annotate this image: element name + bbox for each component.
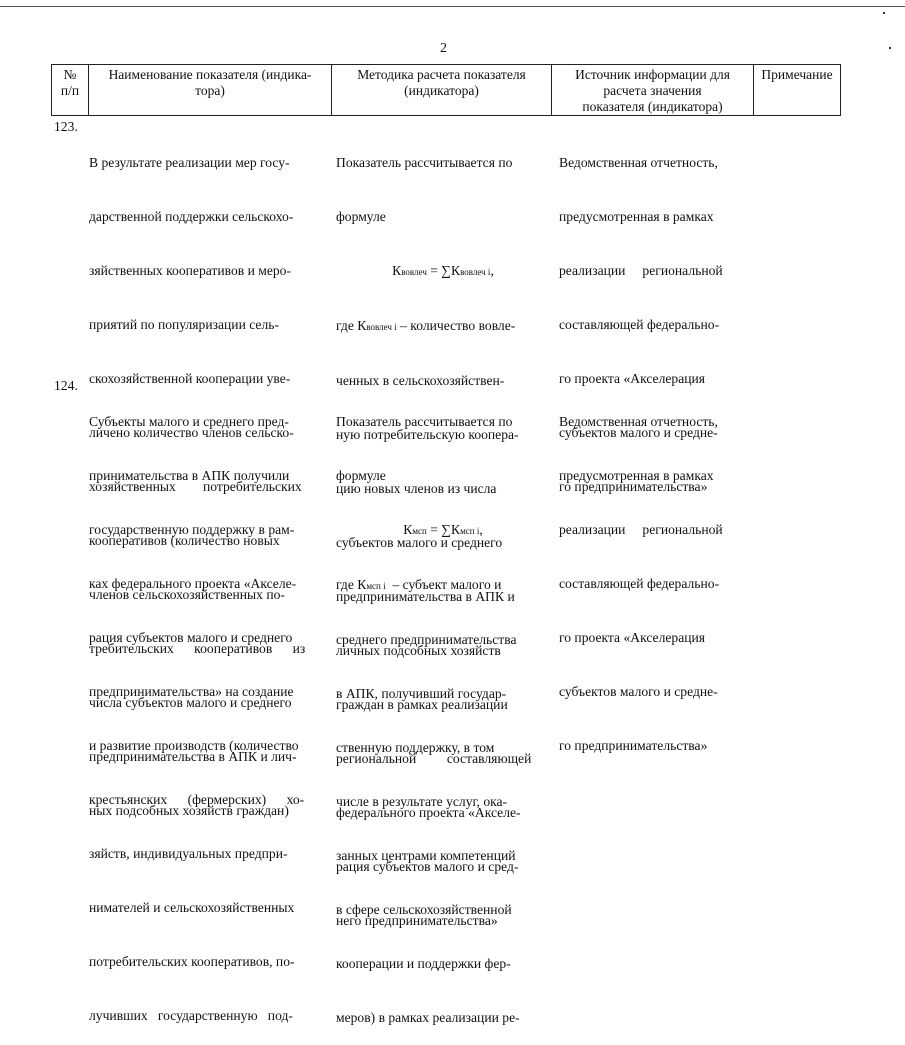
text-line: го проекта «Акселерация xyxy=(559,371,706,386)
header-text: (индикатора) xyxy=(404,83,479,98)
text-line: составляющей федерально- xyxy=(559,576,720,591)
formula-symbol: К xyxy=(392,263,402,278)
header-text: Примечание xyxy=(761,67,833,82)
row-number: 124. xyxy=(54,378,78,393)
text-span: – субъект малого и xyxy=(385,577,502,592)
header-col-method xyxy=(331,64,551,116)
text-line: числа субъектов малого и среднего xyxy=(89,695,292,710)
text-line: занных центрами компетенций xyxy=(336,848,516,863)
text-line: Показатель рассчитывается по xyxy=(336,155,513,170)
text-line: Ведомственная отчетность, xyxy=(559,414,718,429)
text-span: где К xyxy=(336,577,367,592)
formula-symbol: = ∑К xyxy=(426,522,461,537)
text-line: цию новых членов из числа xyxy=(336,481,497,496)
text-line: го предпринимательства» xyxy=(559,738,708,753)
formula-explanation xyxy=(336,317,550,336)
text-line: в АПК, получивший государ- xyxy=(336,686,507,701)
text-line: кооперативов (количество новых xyxy=(89,533,280,548)
text-line: ственную поддержку, в том xyxy=(336,740,495,755)
header-text: тора) xyxy=(195,83,225,98)
text-line: формуле xyxy=(336,209,386,224)
text-line: дарственной поддержки сельскохо- xyxy=(89,209,294,224)
text-line: ках федерального проекта «Акселе- xyxy=(89,576,297,591)
text-line: предусмотренная в рамках xyxy=(559,468,714,483)
text-line: членов сельскохозяйственных по- xyxy=(89,587,285,602)
text-line: числе в результате услуг, ока- xyxy=(336,794,508,809)
formula-subscript: мсп i xyxy=(366,581,386,591)
text-line: личных подсобных хозяйств xyxy=(336,643,501,658)
header-col-source xyxy=(551,64,753,116)
text-line: го предпринимательства» xyxy=(559,479,708,494)
formula-explanation xyxy=(336,576,550,595)
text-line: предпринимательства в АПК и лич- xyxy=(89,749,297,764)
text-line: реализации региональной xyxy=(559,522,723,537)
text-line: субъектов малого и среднего xyxy=(336,535,503,550)
text-line: зяйств, индивидуальных предпри- xyxy=(89,846,288,861)
formula xyxy=(336,262,550,281)
text-line: составляющей федерально- xyxy=(559,317,720,332)
text-line: реализации региональной xyxy=(559,263,723,278)
text-line: ную потребительскую коопера- xyxy=(336,427,519,442)
text-line: крестьянских (фермерских) хо- xyxy=(89,792,305,807)
text-line: субъектов малого и средне- xyxy=(559,684,718,699)
page-top-edge xyxy=(0,6,905,7)
text-line: личено количество членов сельско- xyxy=(89,425,294,440)
formula-symbol: , xyxy=(479,522,483,537)
text-line: лучивших государственную под- xyxy=(89,1008,293,1023)
text-line: Ведомственная отчетность, xyxy=(559,155,718,170)
formula-subscript: мсп xyxy=(412,526,427,536)
text-line: принимательства в АПК получили xyxy=(89,468,290,483)
text-line: ных подсобных хозяйств граждан) xyxy=(89,803,289,818)
text-line: рация субъектов малого и сред- xyxy=(336,859,519,874)
header-text: Методика расчета показателя xyxy=(357,67,526,82)
header-col-name xyxy=(88,64,331,116)
scan-speck xyxy=(883,12,885,14)
text-line: ченных в сельскохозяйствен- xyxy=(336,373,505,388)
text-line: Субъекты малого и среднего пред- xyxy=(89,414,289,429)
text-line: государственную поддержку в рам- xyxy=(89,522,295,537)
text-line: хозяйственных потребительских xyxy=(89,479,302,494)
information-source xyxy=(559,377,751,773)
formula xyxy=(336,521,550,540)
indicator-name xyxy=(89,377,329,1043)
scan-speck xyxy=(889,47,891,49)
text-line: кооперации и поддержки фер- xyxy=(336,956,511,971)
text-line: зяйственных кооперативов и меро- xyxy=(89,263,292,278)
text-line: В результате реализации мер госу- xyxy=(89,155,290,170)
text-line: Показатель рассчитывается по xyxy=(336,414,513,429)
page-number: 2 xyxy=(440,41,447,56)
formula-subscript: мсп i xyxy=(460,526,480,536)
formula-symbol: = ∑К xyxy=(426,263,461,278)
formula-subscript: вовлеч i xyxy=(460,267,491,277)
text-line: и развитие производств (количество xyxy=(89,738,299,753)
text-line: приятий по популяризации сель- xyxy=(89,317,279,332)
text-line: скохозяйственной кооперации уве- xyxy=(89,371,291,386)
text-line: региональной составляющей xyxy=(336,751,532,766)
text-line: потребительских кооперативов, по- xyxy=(89,954,295,969)
text-line: субъектов малого и средне- xyxy=(559,425,718,440)
formula-symbol: К xyxy=(403,522,413,537)
formula-symbol: , xyxy=(490,263,494,278)
formula-subscript: вовлеч i xyxy=(366,322,397,332)
row-number: 123. xyxy=(54,119,78,134)
header-text: Источник информации для xyxy=(575,67,730,82)
header-text: расчета значения xyxy=(603,83,702,98)
text-line: го проекта «Акселерация xyxy=(559,630,706,645)
text-line: меров) в рамках реализации ре- xyxy=(336,1010,520,1025)
text-line: требительских кооперативов из xyxy=(89,641,306,656)
header-col-note xyxy=(753,64,841,116)
text-line: него предпринимательства» xyxy=(336,913,498,928)
text-span: где К xyxy=(336,318,367,333)
text-line: граждан в рамках реализации xyxy=(336,697,508,712)
text-line: среднего предпринимательства xyxy=(336,632,517,647)
text-line: нимателей и сельскохозяйственных xyxy=(89,900,295,915)
text-line: в сфере сельскохозяйственной xyxy=(336,902,512,917)
text-line: предусмотренная в рамках xyxy=(559,209,714,224)
header-text: п/п xyxy=(60,83,80,98)
text-line: федерального проекта «Акселе- xyxy=(336,805,521,820)
text-line: формуле xyxy=(336,468,386,483)
header-text: № xyxy=(63,67,77,82)
text-line: рация субъектов малого и среднего xyxy=(89,630,293,645)
formula-subscript: вовлеч xyxy=(401,267,427,277)
header-col-number xyxy=(51,64,88,116)
header-text: показателя (индикатора) xyxy=(582,99,723,114)
text-line: предпринимательства» на создание xyxy=(89,684,294,699)
text-span: – количество вовле- xyxy=(396,318,516,333)
text-line: предпринимательства в АПК и xyxy=(336,589,515,604)
header-text: Наименование показателя (индика- xyxy=(108,67,312,82)
calculation-method xyxy=(336,377,550,1045)
